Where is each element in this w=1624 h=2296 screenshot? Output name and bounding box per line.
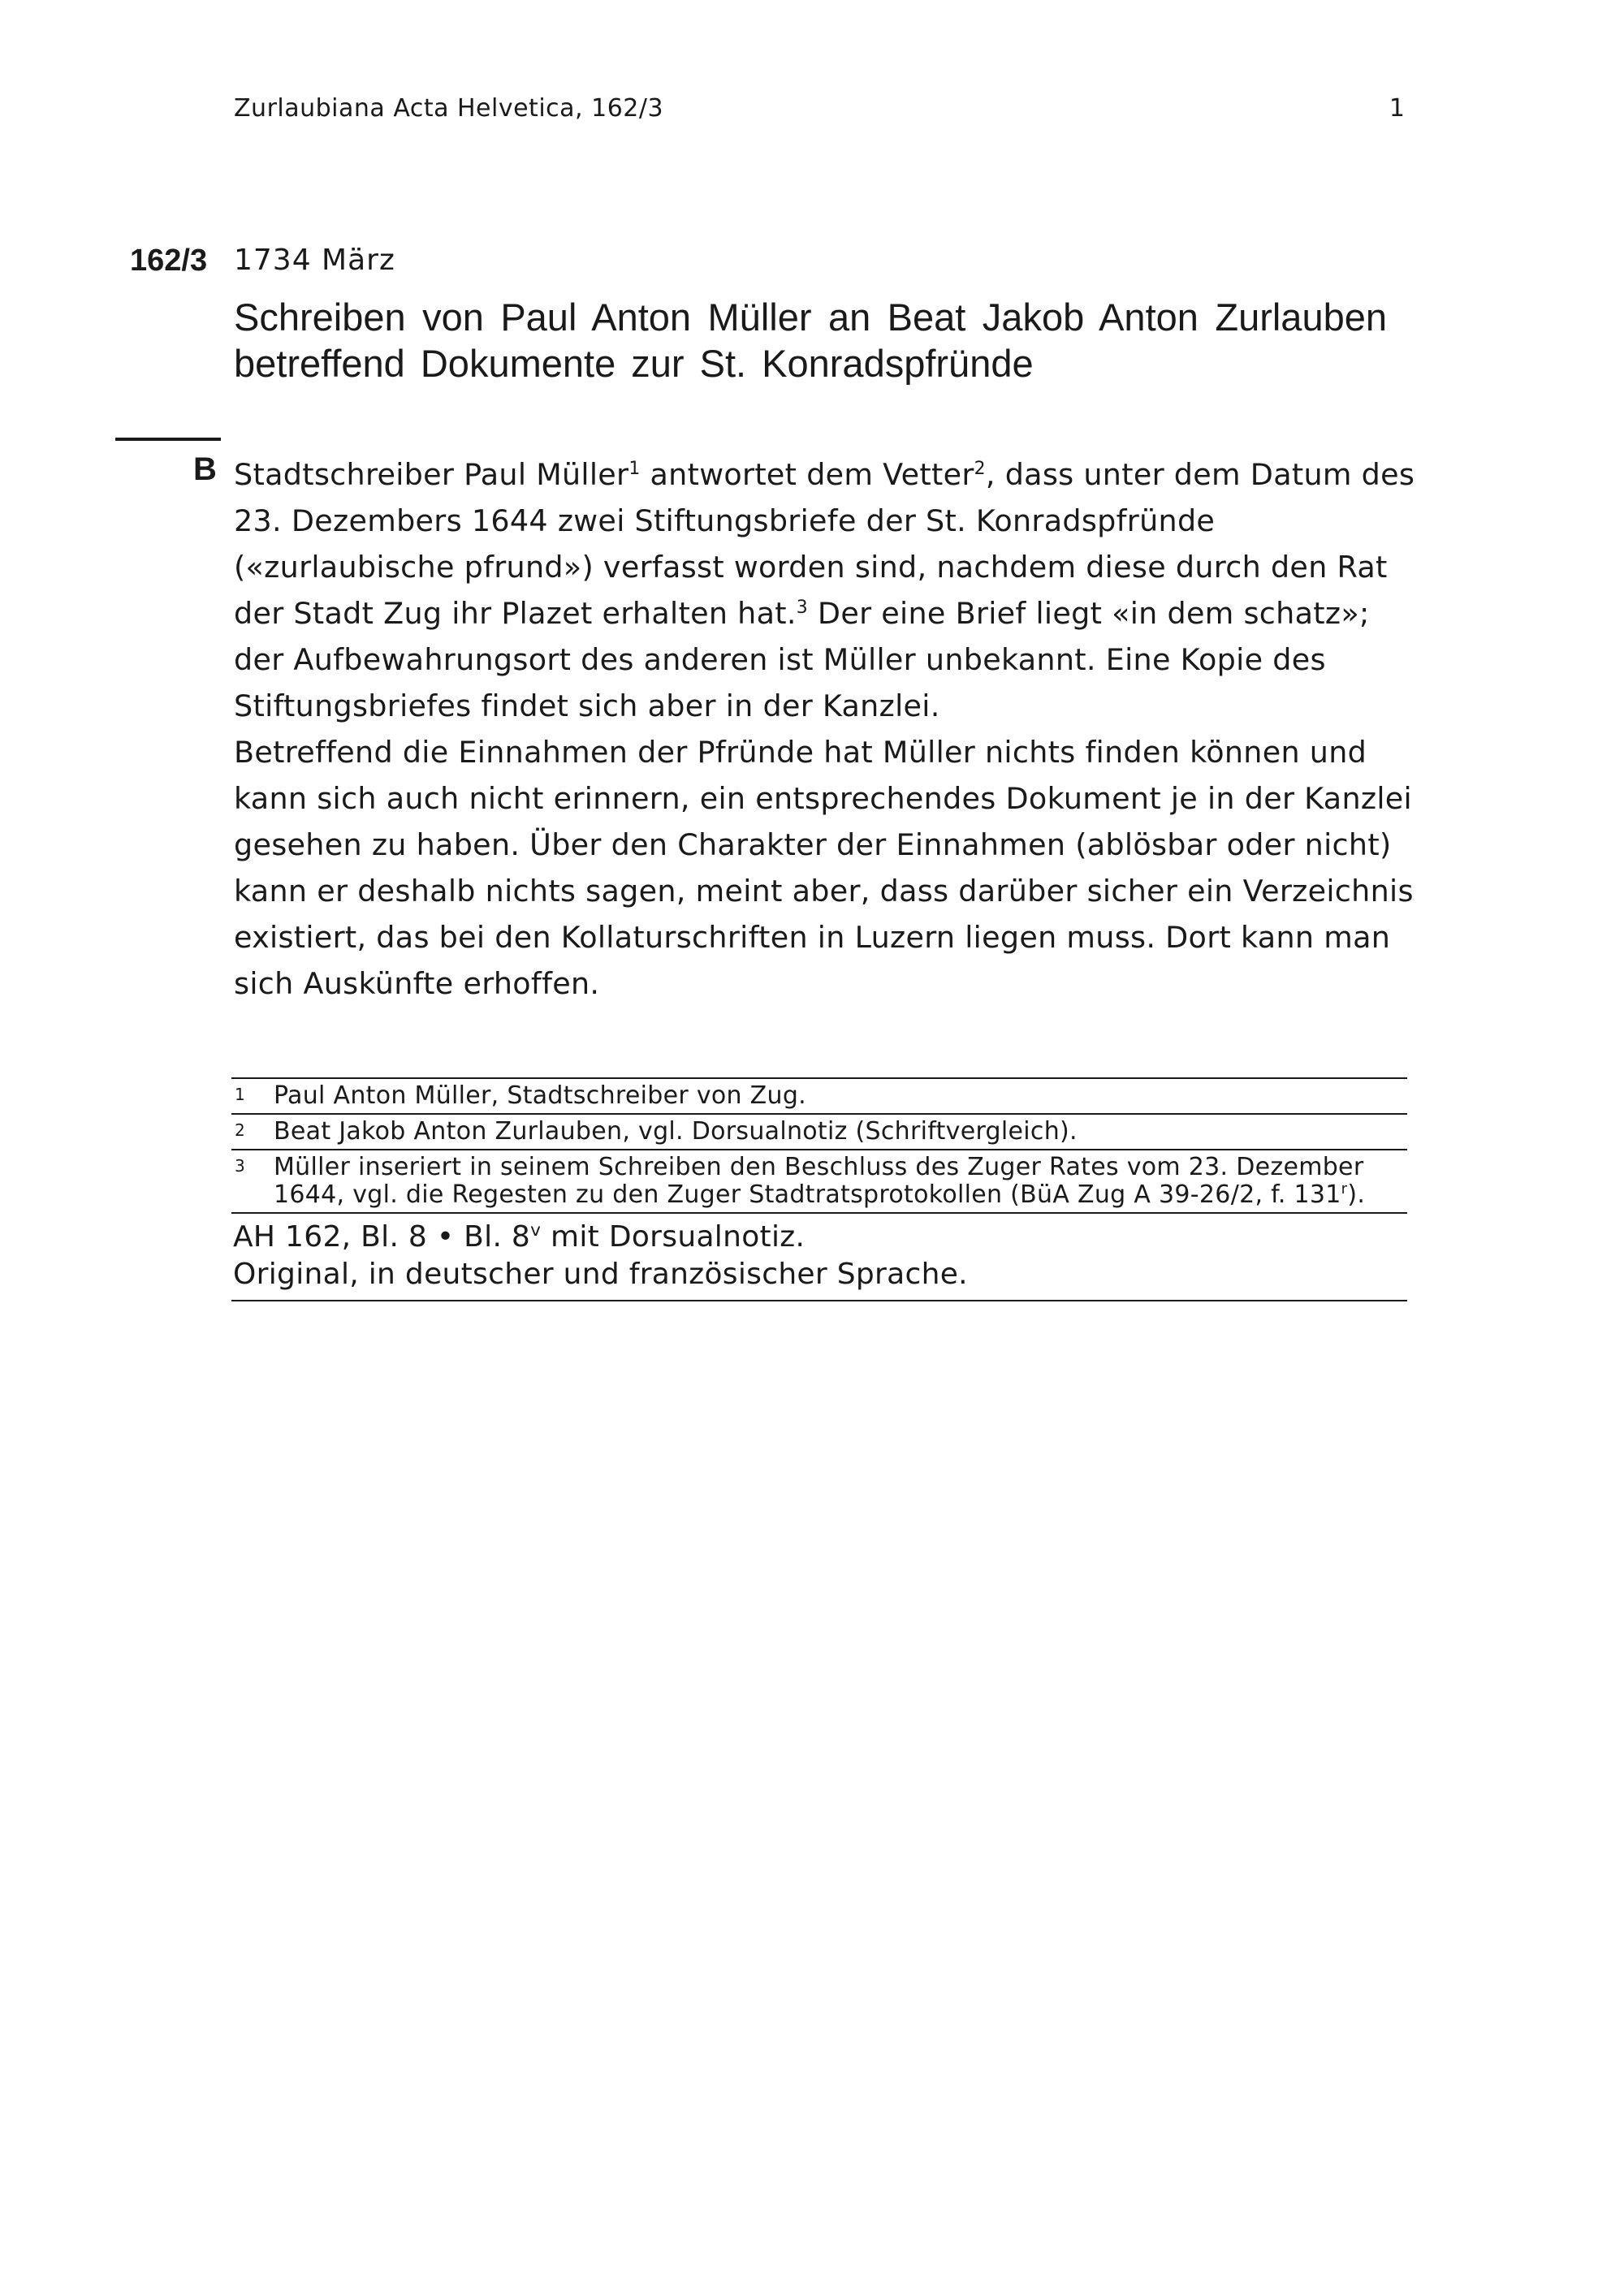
text-segment: Stadtschreiber Paul Müller: [234, 457, 629, 492]
footnotes-section: [231, 1077, 1407, 1301]
page-number: 1: [1389, 94, 1405, 123]
source-reference: [231, 1212, 1407, 1301]
document-number: 162/3: [130, 244, 208, 278]
footnote-ref-1[interactable]: 1: [628, 458, 641, 479]
footnote-2: [231, 1113, 1407, 1149]
section-divider: [115, 438, 221, 441]
footnote-1: [231, 1077, 1407, 1113]
paragraph-1: [234, 451, 1419, 729]
footnote-text: [274, 1153, 1365, 1209]
source-line-2: Original, in deutscher und französischer Sprache.: [233, 1258, 968, 1291]
footnote-text-end: ).: [1347, 1180, 1366, 1209]
footnote-3: [231, 1149, 1407, 1212]
running-header-title: Zurlaubiana Acta Helvetica, 162/3: [234, 94, 664, 123]
text-segment: Der eine Brief liegt «in dem schatz»; der Aufbewahrungsort des anderen ist Müller unbekannt. Eine Kopie des Stiftungsbriefes findet sich aber in der Kanzlei.: [234, 596, 1370, 723]
document-date: 1734 März: [234, 244, 395, 277]
source-signature: AH 162, Bl. 8 • Bl. 8: [233, 1220, 531, 1254]
source-note: mit Dorsualnotiz.: [541, 1220, 806, 1254]
document-title: Schreiben von Paul Anton Müller an Beat Jakob Anton Zurlauben betreffend Dokumente zur St. Konradspfründe: [234, 296, 1387, 385]
footnote-number: 2: [235, 1120, 246, 1140]
text-segment: , dass unter dem Datum des 23. Dezembers 1644 zwei Stiftungsbriefe der St. Konradspfründe («zurlaubische pfrund») verfasst worden sind, nachdem diese durch den Rat der Stadt Zug ihr Plazet erhalten hat.: [234, 457, 1415, 631]
footnote-text: Beat Jakob Anton Zurlauben, vgl. Dorsualnotiz (Schriftvergleich).: [274, 1117, 1078, 1146]
footnote-text-main: Müller inseriert in seinem Schreiben den Beschluss des Zuger Rates vom 23. Dezember 1644, vgl. die Regesten zu den Zuger Stadtratsprotokollen (BüA Zug A 39-26/2, f. 131: [274, 1153, 1364, 1209]
folio-side-r: r: [1341, 1180, 1348, 1198]
regest-body: [234, 451, 1419, 1007]
footnote-text: Paul Anton Müller, Stadtschreiber von Zug.: [274, 1081, 807, 1110]
text-segment: antwortet dem Vetter: [640, 457, 974, 492]
footnote-ref-2[interactable]: 2: [974, 458, 986, 479]
paragraph-2: Betreffend die Einnahmen der Pfründe hat Müller nichts finden können und kann sich auch nicht erinnern, ein entsprechendes Dokument je in der Kanzlei gesehen zu haben. Über den Charakter der Einnahmen (ablösbar oder nicht) kann er deshalb nichts sagen, meint aber, dass darüber sicher ein Verzeichnis existiert, das bei den Kollaturschriften in Luzern liegen muss. Dort kann man sich Auskünfte erhoffen.: [234, 735, 1414, 1001]
footnote-ref-3[interactable]: 3: [796, 597, 809, 618]
section-marker: B: [193, 451, 217, 487]
footnote-number: 3: [235, 1156, 246, 1176]
footnote-number: 1: [235, 1085, 246, 1104]
source-line-1: [233, 1219, 1407, 1256]
folio-side-v: v: [530, 1220, 542, 1241]
